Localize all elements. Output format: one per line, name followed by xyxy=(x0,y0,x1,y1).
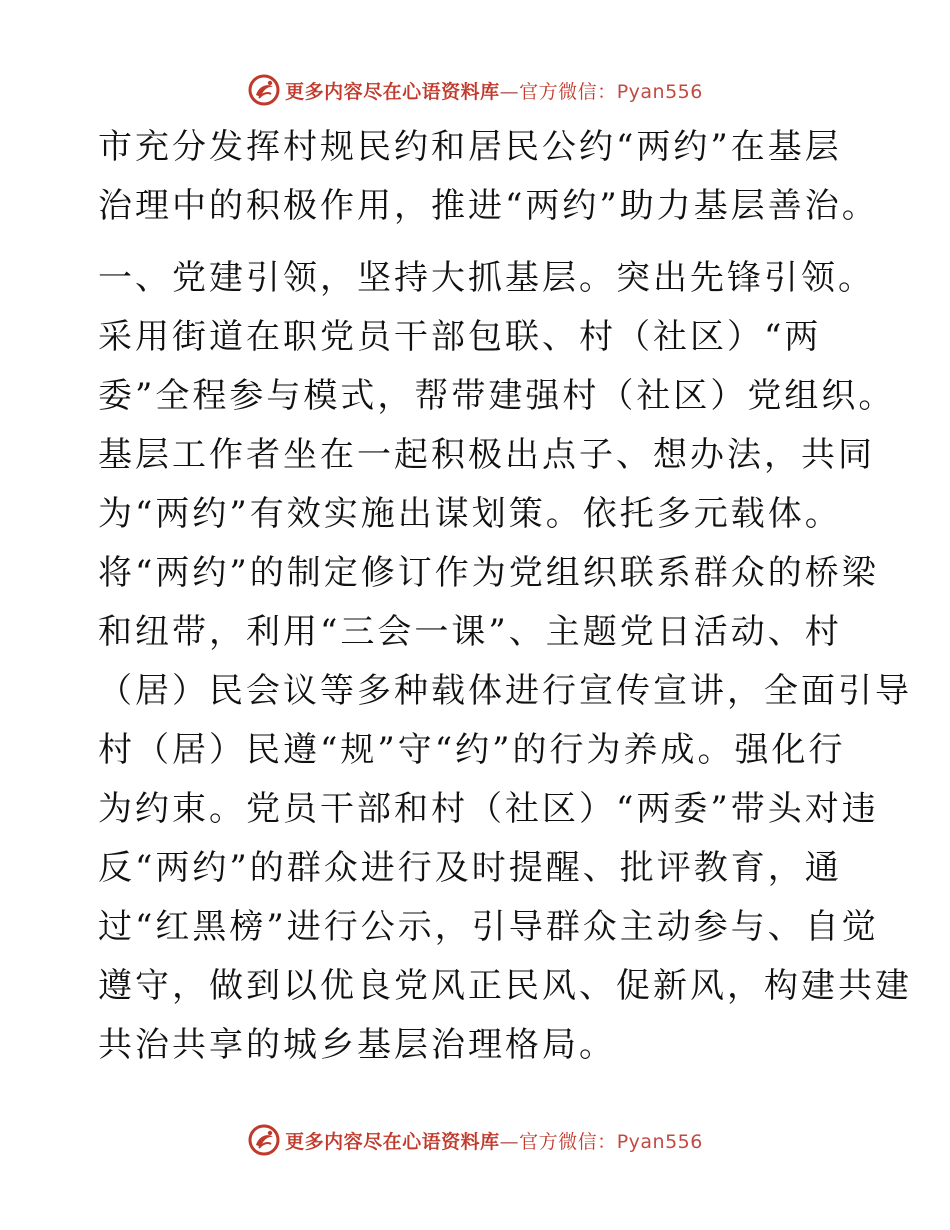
paragraph-intro xyxy=(98,118,879,236)
watermark-wechat-id: Pyan556 xyxy=(616,1130,703,1153)
swirl-logo-icon xyxy=(247,1123,281,1157)
watermark-main: 更多内容尽在心语资料库 xyxy=(285,80,500,103)
watermark-separator: — xyxy=(499,1130,520,1153)
text-line: 村（居）民遵“规”守“约”的行为养成。强化行 xyxy=(98,730,846,770)
watermark-main: 更多内容尽在心语资料库 xyxy=(285,1130,500,1153)
text-line: 采用街道在职党员干部包联、村（社区）“两 xyxy=(98,317,822,357)
document-body xyxy=(98,118,912,1075)
watermark-wechat-id: Pyan556 xyxy=(616,80,703,103)
text-line: 过“红黑榜”进行公示，引导群众主动参与、自觉 xyxy=(98,907,879,947)
text-line: 委”全程参与模式，帮带建强村（社区）党组织。 xyxy=(98,376,896,416)
watermark-label: 官方微信： xyxy=(519,1130,617,1153)
text-line: 遵守，做到以优良党风正民风、促新风，构建共建 xyxy=(98,966,912,1006)
watermark-label: 官方微信： xyxy=(519,80,617,103)
text-line: 为“两约”有效实施出谋划策。依托多元载体。 xyxy=(98,494,842,534)
text-line: 共治共享的城乡基层治理格局。 xyxy=(98,1025,616,1065)
text-line: 将“两约”的制定修订作为党组织联系群众的桥梁 xyxy=(98,553,879,593)
text-line: 治理中的积极作用，推进“两约”助力基层善治。 xyxy=(98,186,879,226)
text-line: 反“两约”的群众进行及时提醒、批评教育，通 xyxy=(98,848,842,888)
watermark-separator: — xyxy=(499,80,520,103)
text-line: 为约束。党员干部和村（社区）“两委”带头对违 xyxy=(98,789,879,829)
text-line: （居）民会议等多种载体进行宣传宣讲，全面引导 xyxy=(98,671,912,711)
text-line: 基层工作者坐在一起积极出点子、想办法，共同 xyxy=(98,435,875,475)
text-line: 一、党建引领，坚持大抓基层。突出先锋引领。 xyxy=(98,258,875,298)
paragraph-section-one xyxy=(98,249,912,1075)
text-line: 和纽带，利用“三会一课”、主题党日活动、村 xyxy=(98,612,842,652)
watermark-text xyxy=(285,77,703,104)
swirl-logo-icon xyxy=(247,73,281,107)
footer-watermark xyxy=(0,1120,950,1160)
watermark-text xyxy=(285,1127,703,1154)
header-watermark xyxy=(0,70,950,110)
text-line: 市充分发挥村规民约和居民公约“两约”在基层 xyxy=(98,127,842,167)
